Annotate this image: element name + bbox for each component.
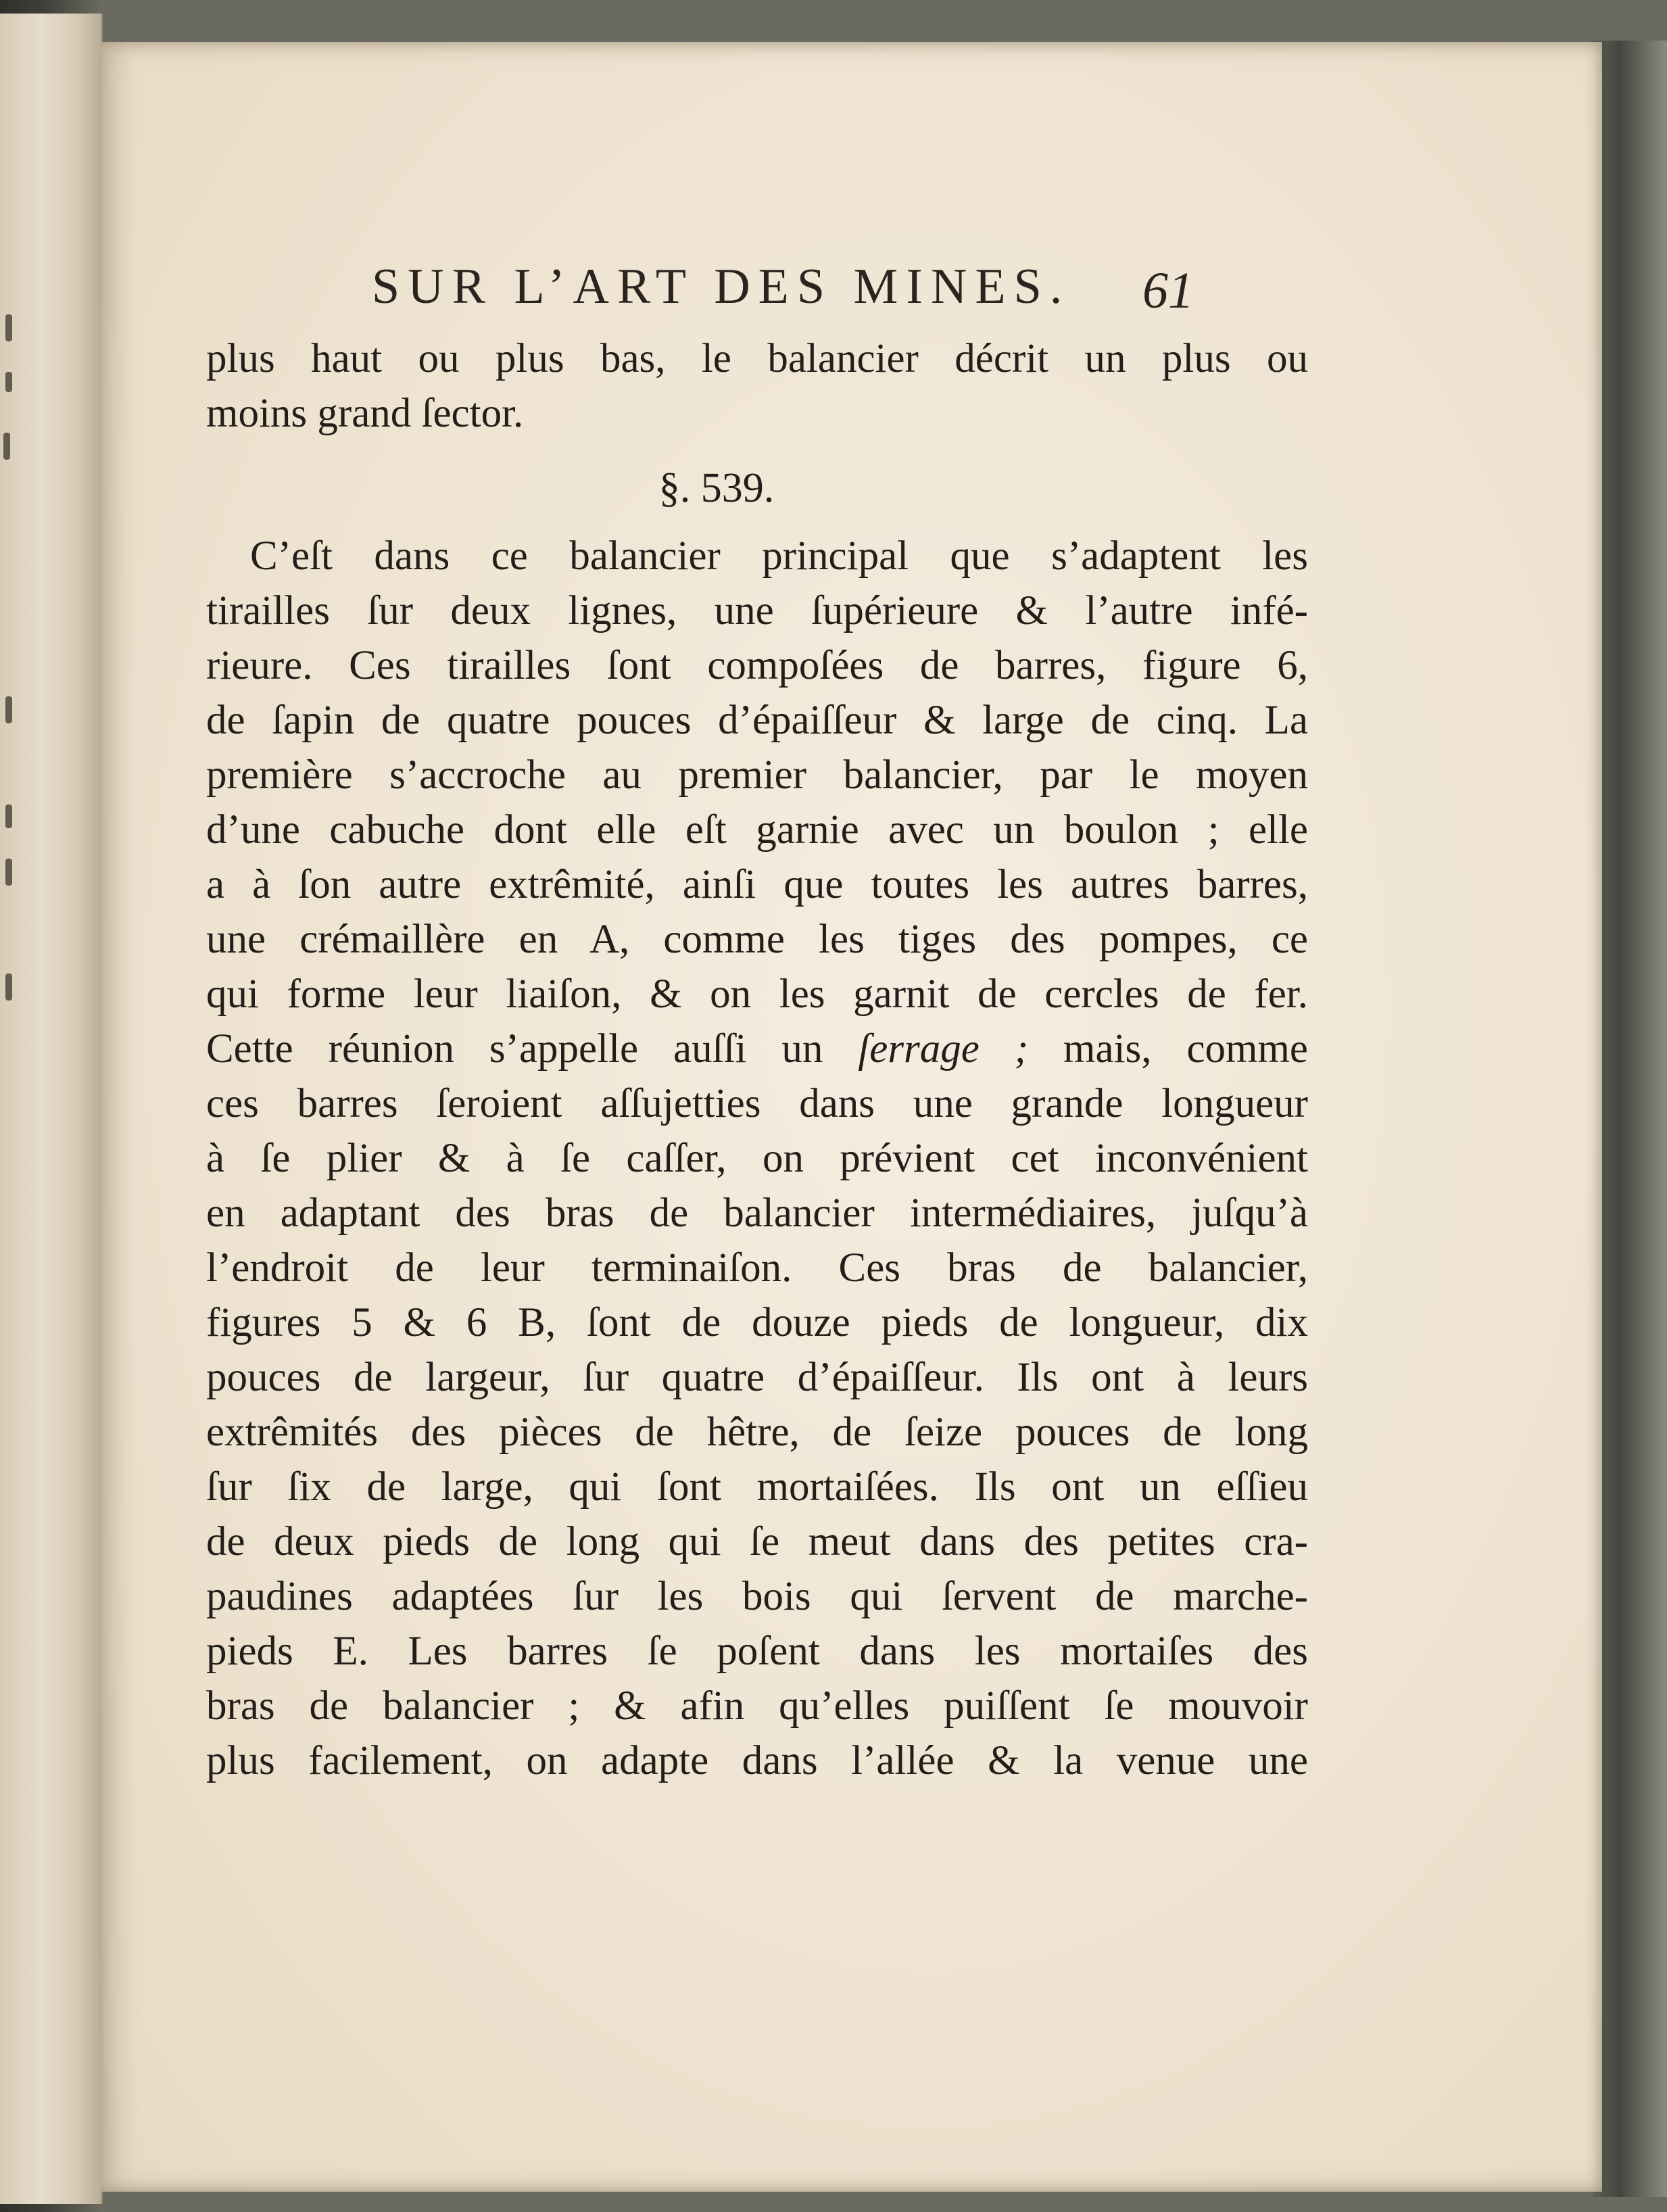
text-segment: mais, comme xyxy=(1028,1026,1308,1072)
text-line: une crémaillère en A, comme les tiges des pompes, ce xyxy=(206,917,1308,962)
text-line: rieure. Ces tirailles ſont compoſées de barres, figure 6, xyxy=(206,643,1308,688)
running-head-title: SUR L’ART DES MINES. xyxy=(372,259,1071,314)
text-line: pouces de largeur, ſur quatre d’épaiſſeur. Ils ont à leurs xyxy=(206,1355,1308,1400)
text-line: qui forme leur liaiſon, & on les garnit de cercles de fer. xyxy=(206,971,1308,1017)
book-page xyxy=(101,42,1606,2192)
ink-mark xyxy=(5,696,12,723)
text-line: l’endroit de leur terminaiſon. Ces bras de balancier, xyxy=(206,1245,1308,1291)
text-line: de deux pieds de long qui ſe meut dans des petites cra- xyxy=(206,1519,1308,1564)
text-line: a à ſon autre extrêmité, ainſi que toutes les autres barres, xyxy=(206,862,1308,907)
previous-page-edge xyxy=(0,14,103,2204)
text-line: bras de balancier ; & afin qu’elles puiſſent ſe mouvoir xyxy=(206,1683,1308,1729)
page-number: 61 xyxy=(1142,262,1194,319)
text-line: à ſe plier & à ſe caſſer, on prévient cet inconvénient xyxy=(206,1136,1308,1181)
ink-mark xyxy=(5,372,12,392)
text-line: ces barres ſeroient aſſujetties dans une grande longueur xyxy=(206,1081,1308,1126)
text-line: d’une cabuche dont elle eſt garnie avec un boulon ; elle xyxy=(206,807,1308,852)
section-number: §. 539. xyxy=(658,465,775,511)
body-text xyxy=(206,331,1308,1788)
text-line: en adaptant des bras de balancier intermédiaires, juſqu’à xyxy=(206,1191,1308,1236)
text-line: ſur ſix de large, qui ſont mortaiſées. Ils ont un eſſieu xyxy=(206,1464,1308,1510)
ink-mark xyxy=(3,433,10,460)
text-line: extrêmités des pièces de hêtre, de ſeize pouces de long xyxy=(206,1410,1308,1455)
text-segment: Cette réunion s’appelle auſſi un xyxy=(206,1026,859,1072)
text-line: première s’accroche au premier balancier, par le moyen xyxy=(206,752,1308,798)
text-line-with-italic xyxy=(206,1021,1308,1076)
text-line: tirailles ſur deux lignes, une ſupérieure & l’autre infé- xyxy=(206,588,1308,633)
text-line: paudines adaptées ſur les bois qui ſervent de marche- xyxy=(206,1574,1308,1619)
ink-mark xyxy=(5,973,12,1001)
ink-mark xyxy=(5,804,12,828)
text-line: pieds E. Les barres ſe poſent dans les mortaiſes des xyxy=(206,1629,1308,1674)
text-line: plus facilement, on adapte dans l’allée & la venue une xyxy=(206,1738,1308,1783)
text-line: plus haut ou plus bas, le balancier décrit un plus ou xyxy=(206,336,1308,381)
ink-mark xyxy=(5,859,12,886)
text-line: moins grand ſector. xyxy=(206,391,524,436)
text-line: figures 5 & 6 B, ſont de douze pieds de longueur, dix xyxy=(206,1300,1308,1345)
text-line: C’eſt dans ce balancier principal que s’adaptent les xyxy=(250,533,1308,579)
text-line: de ſapin de quatre pouces d’épaiſſeur & large de cinq. La xyxy=(206,698,1308,743)
italic-term: ſerrage ; xyxy=(858,1026,1029,1072)
ink-mark xyxy=(5,314,12,341)
